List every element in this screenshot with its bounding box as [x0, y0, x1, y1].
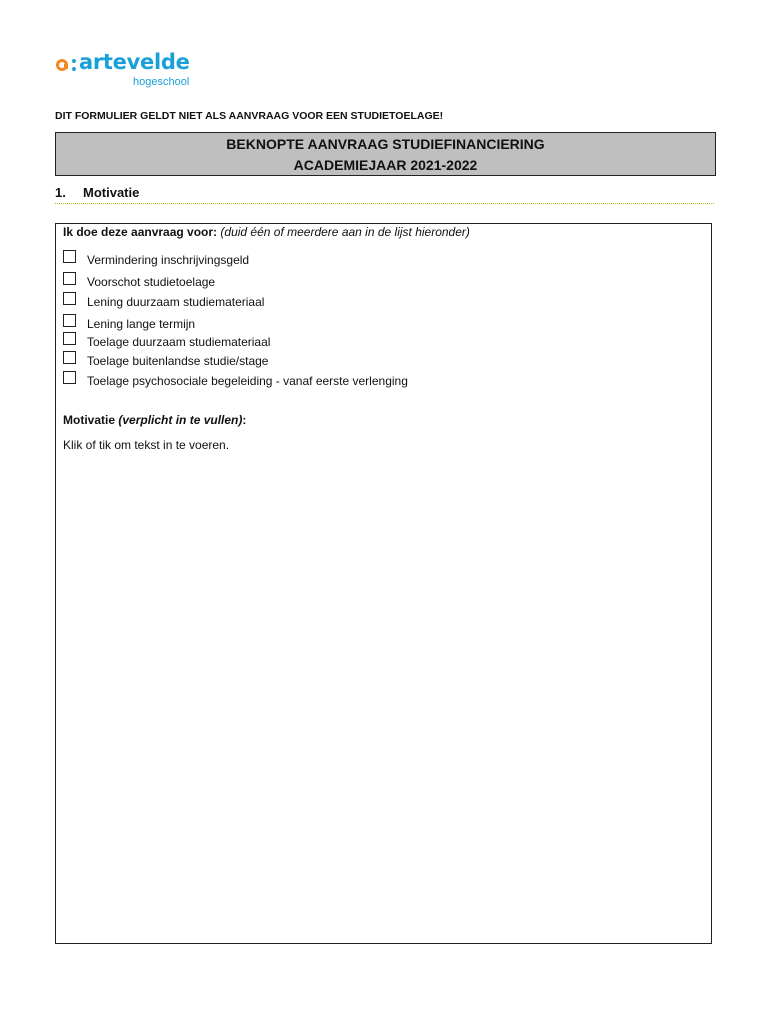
request-label: Ik doe deze aanvraag voor:: [63, 225, 218, 239]
motivation-form-box: [55, 223, 712, 944]
logo-mark-icon: [56, 59, 68, 71]
motivation-colon: :: [242, 413, 247, 427]
artevelde-logo: [56, 52, 206, 92]
logo-wordmark: artevelde: [79, 50, 190, 74]
academic-year: ACADEMIEJAAR 2021-2022: [293, 157, 478, 173]
form-title-box: [55, 132, 716, 176]
form-title: BEKNOPTE AANVRAAG STUDIEFINANCIERING: [226, 136, 545, 152]
section-number: 1.: [55, 185, 66, 200]
checkbox[interactable]: [63, 314, 76, 327]
checkbox[interactable]: [63, 272, 76, 285]
request-heading: [63, 225, 470, 240]
motivation-placeholder: Klik of tik om tekst in te voeren.: [63, 438, 230, 452]
checkbox[interactable]: [63, 250, 76, 263]
logo-subtitle: hogeschool: [133, 76, 190, 88]
section-title: Motivatie: [83, 185, 140, 200]
checkbox[interactable]: [63, 332, 76, 345]
option-label: Lening lange termijn: [87, 317, 196, 331]
required-note: (verplicht in te vullen): [118, 413, 243, 427]
form-notice: DIT FORMULIER GELDT NIET ALS AANVRAAG VOOR EEN STUDIETOELAGE!: [55, 110, 444, 122]
option-label: Toelage psychosociale begeleiding - vanaf eerste verlenging: [87, 374, 408, 388]
motivation-label: [63, 412, 246, 428]
option-label: Toelage buitenlandse studie/stage: [87, 354, 269, 368]
option-label: Vermindering inschrijvingsgeld: [87, 253, 250, 267]
motivation-text-field[interactable]: [63, 437, 699, 927]
option-label: Lening duurzaam studiemateriaal: [87, 295, 265, 309]
request-hint: (duid één of meerdere aan in de lijst hieronder): [220, 225, 470, 239]
motivation-title: Motivatie: [63, 413, 116, 427]
option-label: Toelage duurzaam studiemateriaal: [87, 335, 271, 349]
checkbox[interactable]: [63, 292, 76, 305]
checkbox[interactable]: [63, 351, 76, 364]
option-label: Voorschot studietoelage: [87, 275, 216, 289]
checkbox[interactable]: [63, 371, 76, 384]
logo-colon-icon: [72, 58, 76, 72]
section-heading: [55, 185, 714, 204]
